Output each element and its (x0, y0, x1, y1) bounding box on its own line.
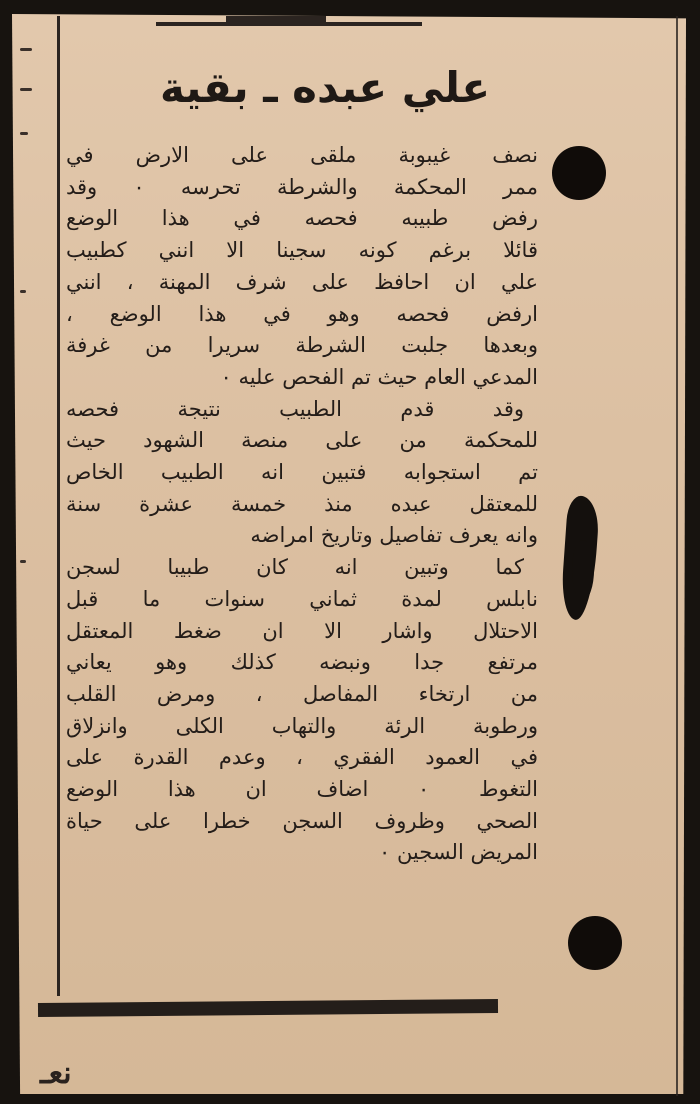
fragment-mark (20, 560, 26, 563)
article-line: نصف غيبوبة ملقى على الارض في (66, 143, 538, 167)
fragment-mark (20, 88, 32, 91)
top-rule (156, 22, 422, 26)
paper-tear (572, 540, 594, 600)
article-line: نابلس لمدة ثماني سنوات ما قبل (66, 586, 538, 611)
article-line: كما وتبين انه كان طبيبا لسجن (66, 555, 524, 580)
headline: علي عبده ـ بقية (159, 63, 491, 112)
fragment-mark (20, 132, 28, 135)
article-line: التغوط ٠ اضاف ان هذا الوضع (66, 777, 538, 802)
article-line: الاحتلال واشار الا ان ضغط المعتقل (66, 618, 538, 643)
punch-hole-bottom (568, 916, 622, 970)
fragment-mark (20, 290, 26, 293)
column-rule-right (676, 16, 678, 1096)
next-article-fragment: نعـ (40, 1056, 72, 1091)
column-rule-left (57, 16, 60, 996)
article-line: ورطوبة الرئة والتهاب الكلى وانزلاق (66, 713, 538, 738)
article-line: من ارتخاء المفاصل ، ومرض القلب (66, 681, 538, 706)
article-line: المريض السجين ٠ (378, 840, 538, 865)
article-line: للمعتقل عبده منذ خمسة عشرة سنة (66, 491, 538, 516)
article-line: في العمود الفقري ، وعدم القدرة على (66, 745, 538, 770)
article-line: وبعدها جلبت الشرطة سريرا من غرفة (66, 333, 538, 358)
article-line: الصحي وظروف السجن خطرا على حياة (66, 808, 538, 833)
article-line: وانه يعرف تفاصيل وتاريخ امراضه (250, 523, 538, 548)
article-line: علي ان احافظ على شرف المهنة ، انني (66, 269, 538, 294)
article-line: المدعي العام حيث تم الفحص عليه ٠ (220, 364, 538, 389)
article-line: ارفض فحصه وهو في هذا الوضع ، (66, 301, 538, 326)
article-line: قائلا برغم كونه سجينا الا انني كطبيب (66, 238, 538, 263)
article-line: رفض طبيبه فحصه في هذا الوضع (66, 206, 538, 231)
article-line: ممر المحكمة والشرطة تحرسه ٠ وقد (66, 174, 538, 199)
article-line: وقد قدم الطبيب نتيجة فحصه (66, 396, 524, 421)
left-column-fragment (16, 40, 34, 1060)
article-line: مرتفع جدا ونبضه كذلك وهو يعاني (66, 650, 538, 675)
article-line: للمحكمة من على منصة الشهود حيث (66, 428, 538, 453)
punch-hole-top (552, 146, 606, 200)
article-body (66, 140, 538, 869)
article-line: تم استجوابه فتبين انه الطبيب الخاص (66, 460, 538, 485)
fragment-mark (20, 48, 32, 51)
